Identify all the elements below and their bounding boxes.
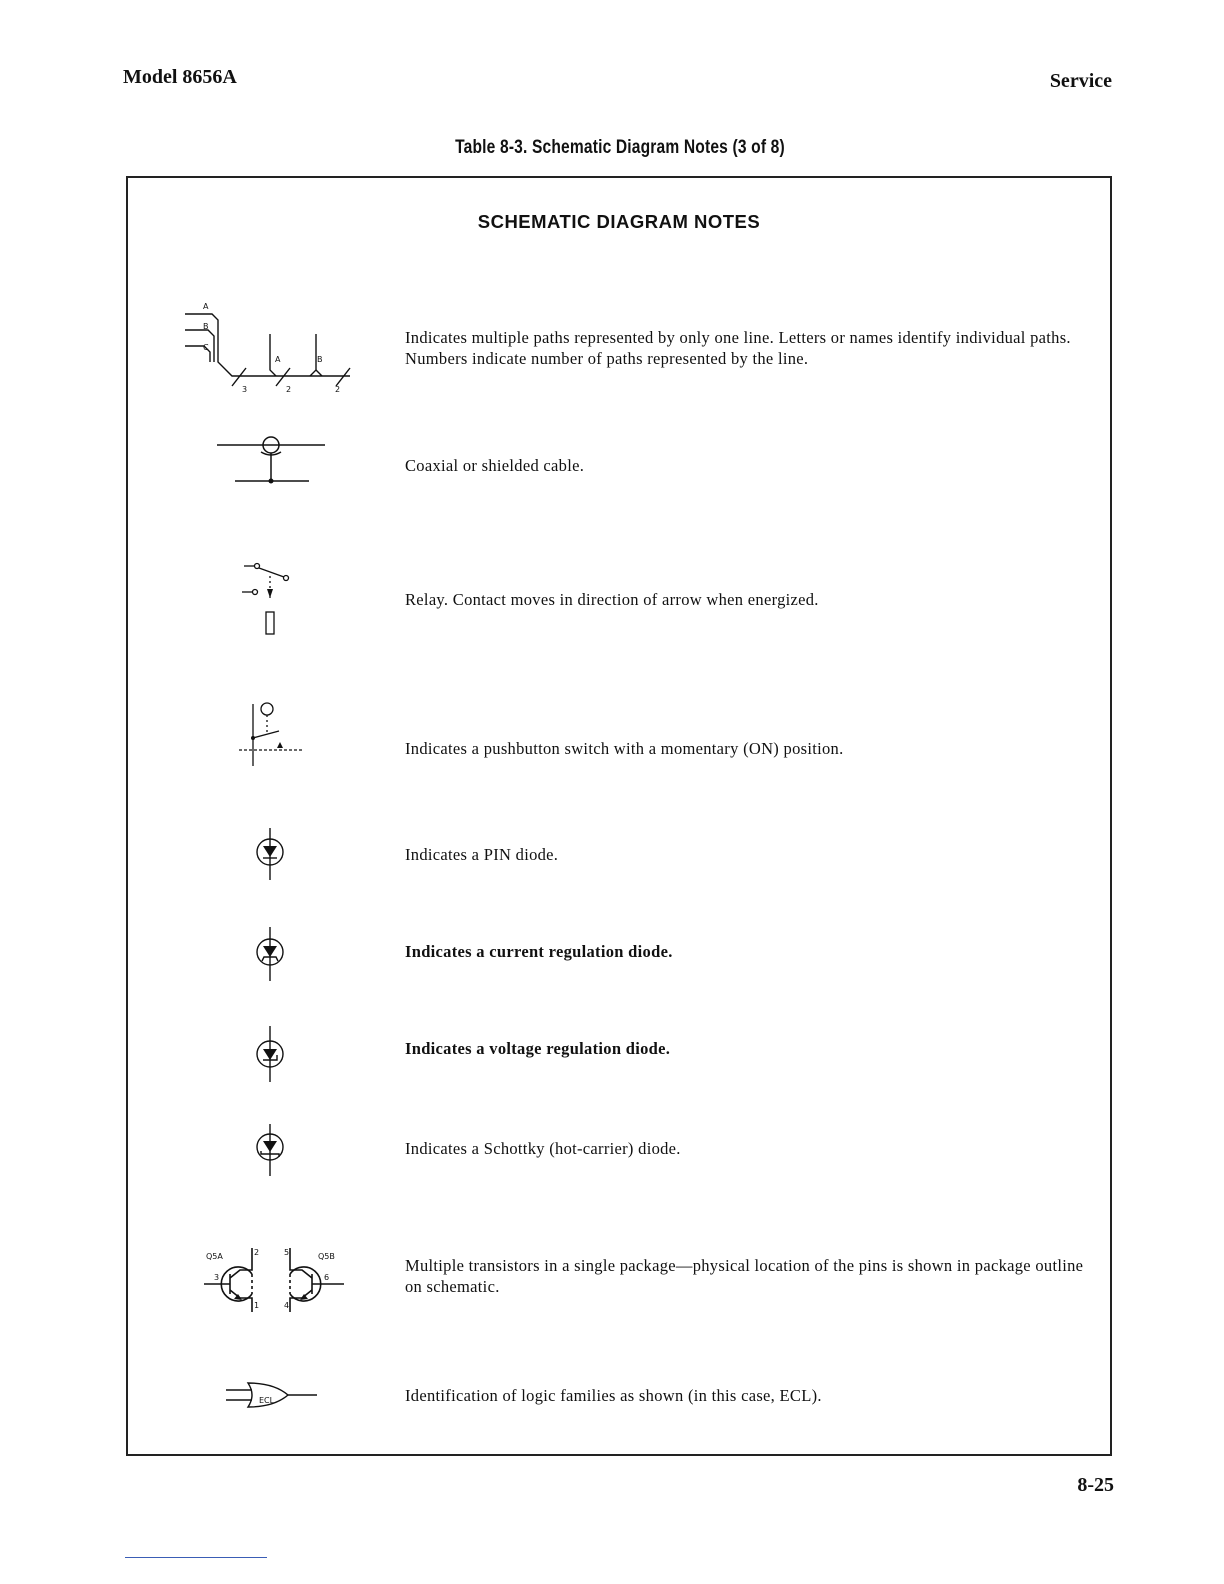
relay-icon [238,558,296,640]
note-text-voltage-diode: Indicates a voltage regulation diode. [405,1039,671,1058]
pin-label-2: 2 [254,1248,260,1257]
branch-label-a: A [275,355,281,364]
pin-label-4: 4 [284,1301,290,1310]
path-count-3: 3 [242,385,248,394]
current-regulation-diode-icon [252,925,288,983]
logic-gate-ecl-icon [222,1378,322,1412]
pin-label-1: 1 [254,1301,260,1310]
pin-diode-icon [252,826,288,882]
logic-family-label: ECL [259,1396,275,1405]
note-text-pin-diode: Indicates a PIN diode. [405,845,559,864]
notes-heading: SCHEMATIC DIAGRAM NOTES [477,211,761,232]
pin-label-3: 3 [214,1273,220,1282]
path-count-2b: 2 [335,385,341,394]
schottky-diode-icon [252,1122,288,1178]
note-text-multipath: Indicates multiple paths represented by only one line. Letters or names identify individual paths. Numbers indicate number of paths represented by the line. [405,328,1071,368]
multipath-bus-icon [180,298,355,394]
path-label-c: C [203,343,209,352]
footer-rule [125,1557,267,1558]
pin-label-5: 5 [284,1248,290,1257]
path-label-a: A [203,302,209,311]
path-label-b: B [203,322,209,331]
note-text-logic-family: Identification of logic families as shown (in this case, ECL). [405,1386,822,1405]
section-header: Service [1049,70,1112,92]
note-text-transistors: Multiple transistors in a single package—physical location of the pins is shown in package outline on schematic. [405,1256,1084,1296]
pin-label-6: 6 [324,1273,330,1282]
model-header: Model 8656A [123,66,237,88]
note-text-current-diode: Indicates a current regulation diode. [405,942,673,961]
table-title: Table 8-3. Schematic Diagram Notes (3 of 8) [455,137,785,158]
transistor-label-q5b: Q5B [318,1252,335,1261]
branch-label-b: B [317,355,323,364]
pushbutton-switch-icon [235,698,307,768]
note-text-coax: Coaxial or shielded cable. [405,456,585,475]
path-count-2a: 2 [286,385,292,394]
coaxial-cable-icon [215,430,330,488]
transistor-label-q5a: Q5A [206,1252,223,1261]
page-number: 8-25 [1077,1474,1114,1496]
dual-transistor-icon [200,1240,350,1318]
note-text-relay: Relay. Contact moves in direction of arrow when energized. [405,590,819,609]
voltage-regulation-diode-icon [252,1024,288,1084]
note-text-schottky-diode: Indicates a Schottky (hot-carrier) diode. [405,1139,681,1158]
note-text-pushbutton: Indicates a pushbutton switch with a momentary (ON) position. [405,739,844,758]
